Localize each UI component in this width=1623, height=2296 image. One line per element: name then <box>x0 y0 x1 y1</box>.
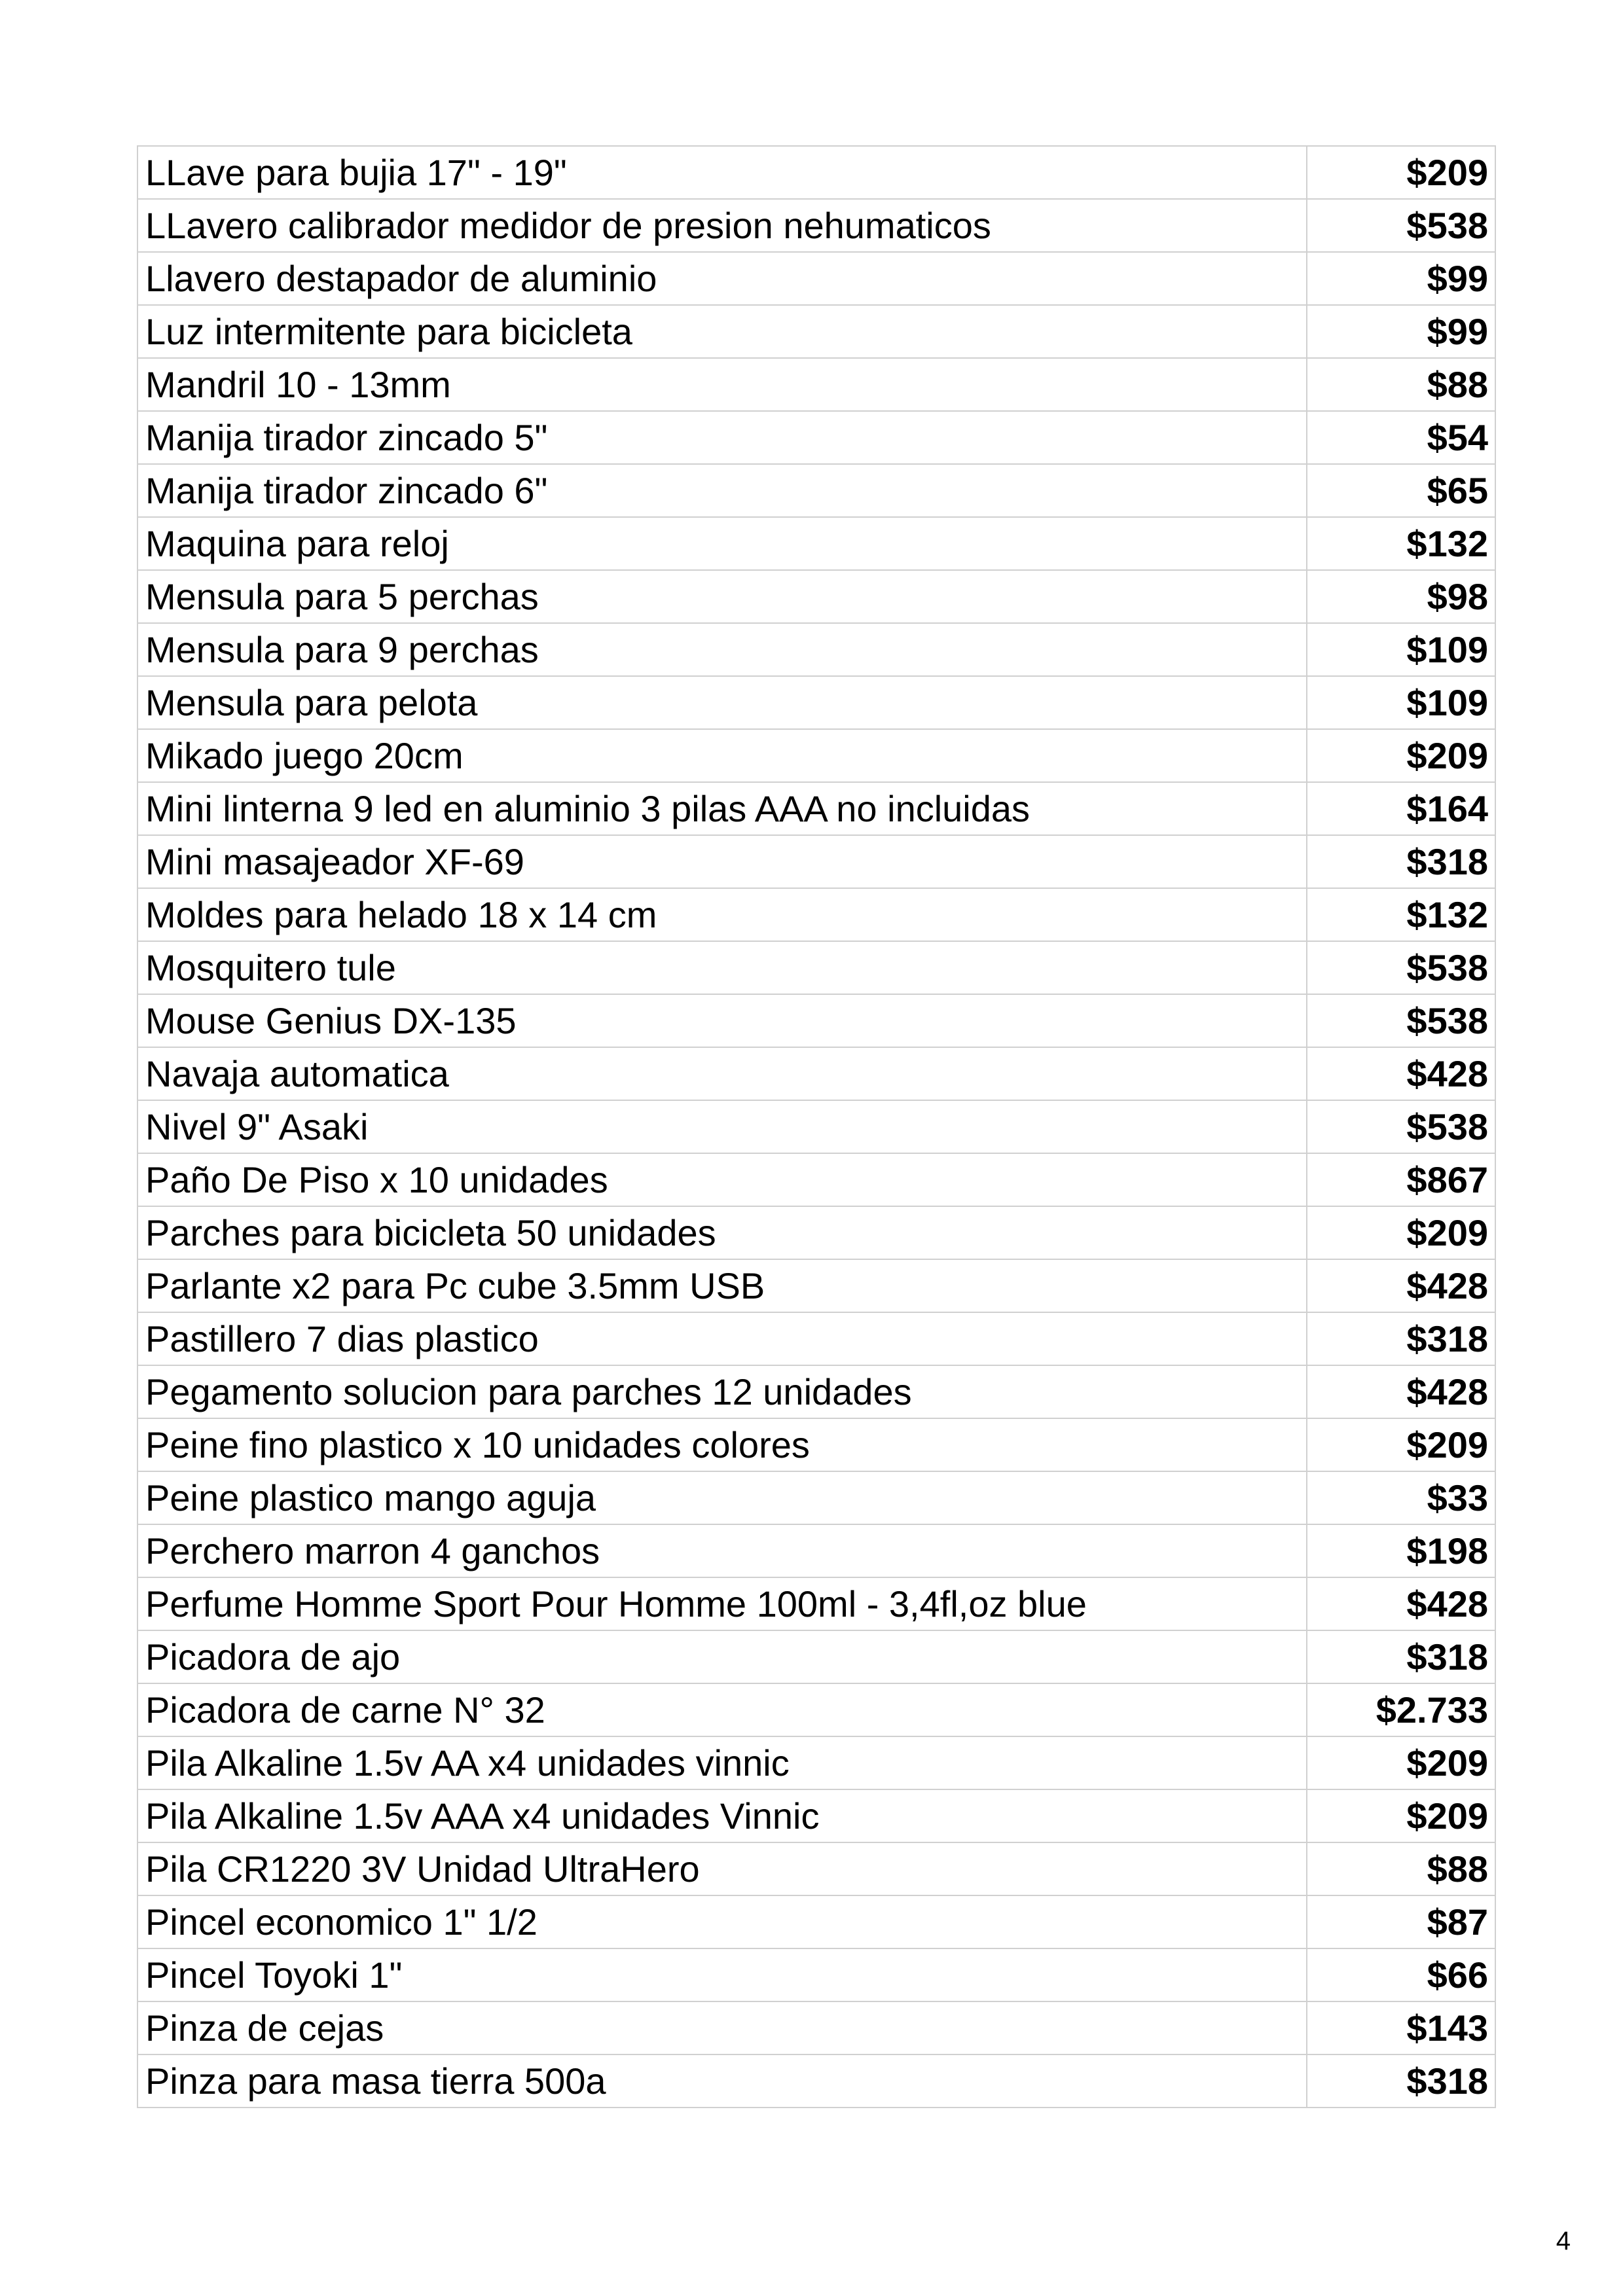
item-price: $2.733 <box>1307 1683 1495 1736</box>
item-price: $33 <box>1307 1471 1495 1524</box>
item-description: Manija tirador zincado 5" <box>137 411 1307 464</box>
item-description: Pila Alkaline 1.5v AA x4 unidades vinnic <box>137 1736 1307 1789</box>
item-price: $209 <box>1307 1789 1495 1842</box>
item-price: $428 <box>1307 1365 1495 1418</box>
item-price: $143 <box>1307 2001 1495 2054</box>
item-price: $318 <box>1307 1312 1495 1365</box>
table-row <box>137 676 1495 729</box>
item-price: $88 <box>1307 1842 1495 1895</box>
table-row <box>137 1365 1495 1418</box>
item-price: $318 <box>1307 835 1495 888</box>
item-price: $538 <box>1307 994 1495 1047</box>
item-description: Maquina para reloj <box>137 517 1307 570</box>
item-description: Peine fino plastico x 10 unidades colores <box>137 1418 1307 1471</box>
item-price: $87 <box>1307 1895 1495 1948</box>
item-price: $98 <box>1307 570 1495 623</box>
table-row <box>137 2001 1495 2054</box>
price-table-body <box>137 146 1495 2108</box>
item-price: $538 <box>1307 1100 1495 1153</box>
item-price: $209 <box>1307 1736 1495 1789</box>
item-description: Nivel 9" Asaki <box>137 1100 1307 1153</box>
item-description: Picadora de ajo <box>137 1630 1307 1683</box>
item-description: Picadora de carne N° 32 <box>137 1683 1307 1736</box>
table-row <box>137 199 1495 252</box>
item-price: $538 <box>1307 941 1495 994</box>
item-price: $109 <box>1307 676 1495 729</box>
table-row <box>137 623 1495 676</box>
item-description: Peine plastico mango aguja <box>137 1471 1307 1524</box>
table-row <box>137 252 1495 305</box>
item-description: Parlante x2 para Pc cube 3.5mm USB <box>137 1259 1307 1312</box>
item-price: $318 <box>1307 1630 1495 1683</box>
item-price: $209 <box>1307 1206 1495 1259</box>
table-row <box>137 1736 1495 1789</box>
item-price: $209 <box>1307 146 1495 199</box>
table-row <box>137 464 1495 517</box>
item-description: Mini masajeador XF-69 <box>137 835 1307 888</box>
item-description: Llavero destapador de aluminio <box>137 252 1307 305</box>
item-description: LLave para bujia 17" - 19" <box>137 146 1307 199</box>
item-price: $164 <box>1307 782 1495 835</box>
item-price: $99 <box>1307 305 1495 358</box>
item-price: $198 <box>1307 1524 1495 1577</box>
item-description: Perchero marron 4 ganchos <box>137 1524 1307 1577</box>
table-row <box>137 1418 1495 1471</box>
item-price: $66 <box>1307 1948 1495 2001</box>
item-description: Mensula para pelota <box>137 676 1307 729</box>
table-row <box>137 1259 1495 1312</box>
table-row <box>137 358 1495 411</box>
table-row <box>137 1047 1495 1100</box>
item-description: Parches para bicicleta 50 unidades <box>137 1206 1307 1259</box>
item-description: Manija tirador zincado 6" <box>137 464 1307 517</box>
item-description: Pinza de cejas <box>137 2001 1307 2054</box>
item-price: $88 <box>1307 358 1495 411</box>
item-price: $132 <box>1307 517 1495 570</box>
table-row <box>137 1683 1495 1736</box>
table-row <box>137 1206 1495 1259</box>
table-row <box>137 729 1495 782</box>
table-row <box>137 994 1495 1047</box>
table-row <box>137 2054 1495 2108</box>
item-description: Luz intermitente para bicicleta <box>137 305 1307 358</box>
item-description: Pastillero 7 dias plastico <box>137 1312 1307 1365</box>
table-row <box>137 1842 1495 1895</box>
table-row <box>137 146 1495 199</box>
item-description: Pegamento solucion para parches 12 unidades <box>137 1365 1307 1418</box>
price-table <box>137 145 1496 2108</box>
item-description: Pincel economico 1" 1/2 <box>137 1895 1307 1948</box>
table-row <box>137 1577 1495 1630</box>
item-price: $538 <box>1307 199 1495 252</box>
table-row <box>137 411 1495 464</box>
item-price: $132 <box>1307 888 1495 941</box>
table-row <box>137 1789 1495 1842</box>
item-price: $867 <box>1307 1153 1495 1206</box>
table-row <box>137 1524 1495 1577</box>
table-row <box>137 1630 1495 1683</box>
item-description: Navaja automatica <box>137 1047 1307 1100</box>
item-description: Mikado juego 20cm <box>137 729 1307 782</box>
item-price: $428 <box>1307 1577 1495 1630</box>
page-number: 4 <box>1556 2227 1571 2255</box>
item-description: Pinza para masa tierra 500a <box>137 2054 1307 2108</box>
table-row <box>137 1153 1495 1206</box>
item-description: Mosquitero tule <box>137 941 1307 994</box>
item-price: $428 <box>1307 1047 1495 1100</box>
item-description: Mensula para 5 perchas <box>137 570 1307 623</box>
item-description: Moldes para helado 18 x 14 cm <box>137 888 1307 941</box>
table-row <box>137 305 1495 358</box>
item-description: Pila Alkaline 1.5v AAA x4 unidades Vinnic <box>137 1789 1307 1842</box>
table-row <box>137 835 1495 888</box>
item-description: Mini linterna 9 led en aluminio 3 pilas AAA no incluidas <box>137 782 1307 835</box>
table-row <box>137 517 1495 570</box>
table-row <box>137 782 1495 835</box>
item-description: Mouse Genius DX-135 <box>137 994 1307 1047</box>
table-row <box>137 1948 1495 2001</box>
item-description: Paño De Piso x 10 unidades <box>137 1153 1307 1206</box>
item-price: $54 <box>1307 411 1495 464</box>
table-row <box>137 1312 1495 1365</box>
table-row <box>137 1895 1495 1948</box>
table-row <box>137 1471 1495 1524</box>
item-price: $318 <box>1307 2054 1495 2108</box>
table-row <box>137 1100 1495 1153</box>
item-description: Mensula para 9 perchas <box>137 623 1307 676</box>
item-price: $65 <box>1307 464 1495 517</box>
item-description: Pincel Toyoki 1" <box>137 1948 1307 2001</box>
item-price: $428 <box>1307 1259 1495 1312</box>
item-price: $109 <box>1307 623 1495 676</box>
item-description: LLavero calibrador medidor de presion nehumaticos <box>137 199 1307 252</box>
item-description: Perfume Homme Sport Pour Homme 100ml - 3,4fl,oz blue <box>137 1577 1307 1630</box>
item-description: Mandril 10 - 13mm <box>137 358 1307 411</box>
item-price: $209 <box>1307 1418 1495 1471</box>
item-description: Pila CR1220 3V Unidad UltraHero <box>137 1842 1307 1895</box>
table-row <box>137 570 1495 623</box>
table-row <box>137 888 1495 941</box>
item-price: $99 <box>1307 252 1495 305</box>
table-row <box>137 941 1495 994</box>
item-price: $209 <box>1307 729 1495 782</box>
